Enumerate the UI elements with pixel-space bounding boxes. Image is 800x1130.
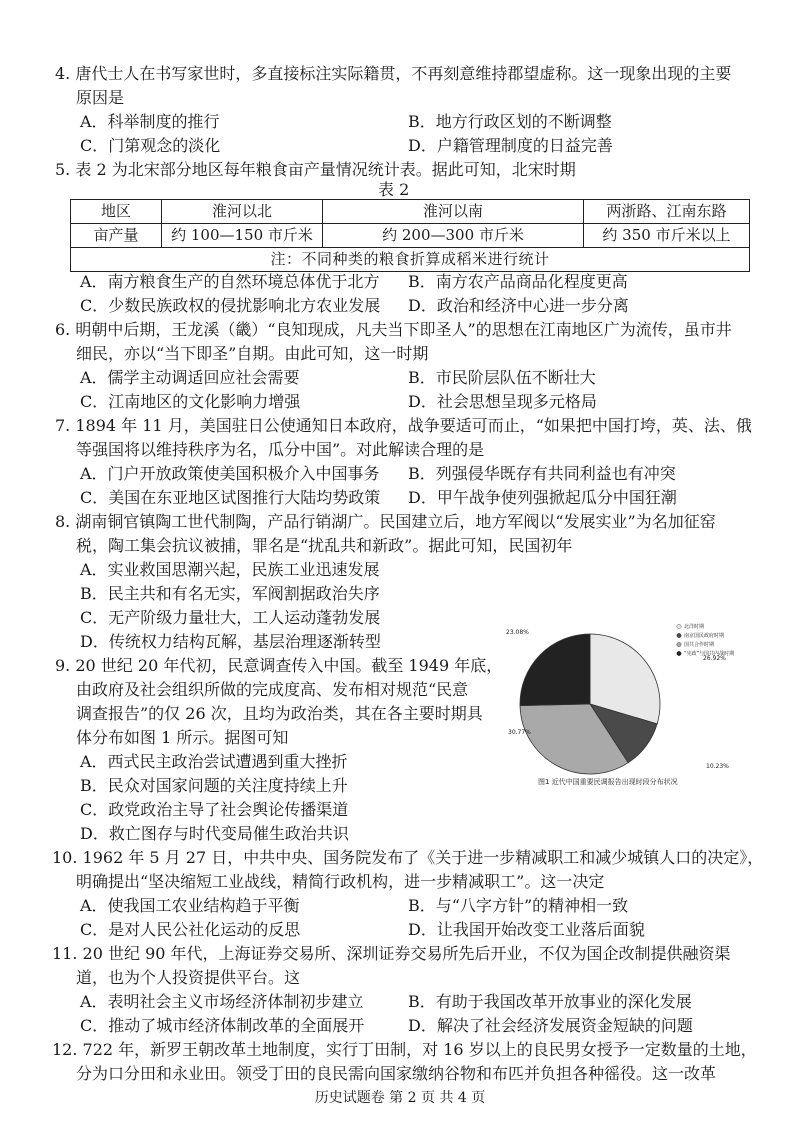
legend-marker (677, 651, 681, 655)
q6-option-d: D．社会思想呈现多元格局 (408, 392, 597, 411)
table-header-cell: 淮河以北 (162, 200, 323, 224)
q12-stem-line2: 分为口分田和永业田。领受丁田的良民需向国家缴纳谷物和布匹并负担各种徭役。这一改革 (76, 1064, 717, 1083)
q10-option-c: C．是对人民公社化运动的反思 (80, 920, 301, 939)
q7-option-b: B．列强侵华既存有共同利益也有冲突 (408, 464, 676, 483)
q6-option-c: C．江南地区的文化影响力增强 (80, 392, 301, 411)
q9-option-c: C．政党政治主导了社会舆论传播渠道 (80, 800, 349, 819)
table-note-row (71, 248, 750, 272)
q11-option-d: D．解决了社会经济发展资金短缺的问题 (408, 1016, 693, 1035)
q7-stem-line2: 等强国将以维持秩序为名，瓜分中国”。对此解读合理的是 (76, 440, 485, 459)
table-header-cell: 淮河以南 (323, 200, 584, 224)
q8-stem-line1: 8. 湖南铜官镇陶工世代制陶，产品行销湖广。民国建立后，地方军阀以“发展实业”为名加征窑 (55, 512, 716, 531)
q5-option-a: A．南方粮食生产的自然环境总体优于北方 (80, 272, 380, 291)
legend-label: 国共合作时期 (684, 642, 715, 648)
table-header-row (71, 200, 750, 224)
table-cell: 约 100—150 市斤米 (162, 224, 323, 248)
q10-option-d: D．让我国开始改变工业落后面貌 (408, 920, 645, 939)
q7-option-a: A．门户开放政策使美国积极介入中国事务 (80, 464, 380, 483)
pie-value-label: 26.92% (703, 655, 726, 662)
legend-label: 南京国民政府时期 (684, 633, 725, 639)
legend-marker (677, 633, 681, 637)
q4-option-c: C．门第观念的淡化 (80, 136, 221, 155)
q7-option-d: D．甲午战争使列强掀起瓜分中国狂潮 (408, 488, 677, 507)
grain-yield-table (70, 199, 750, 272)
figure-caption: 图1 近代中国重要民调报告出现时段分布状况 (538, 778, 678, 786)
table-cell: 约 200—300 市斤米 (323, 224, 584, 248)
q11-option-a: A．表明社会主义市场经济体制初步建立 (80, 992, 364, 1011)
q10-stem-line1: 10. 1962 年 5 月 27 日，中共中央、国务院发布了《关于进一步精减职工和减少城镇人口的决定》， (52, 848, 764, 867)
q11-option-b: B．有助于我国改革开放事业的深化发展 (408, 992, 692, 1011)
q9-stem-line4: 体分布如图 1 所示。据图可知 (76, 728, 289, 747)
q8-option-a: A．实业救国思潮兴起，民族工业迅速发展 (80, 560, 380, 579)
q8-stem-line2: 税，陶工集会抗议被捕，罪名是“扰乱共和新政”。据此可知，民国初年 (76, 536, 573, 555)
q5-option-d: D．政治和经济中心进一步分离 (408, 296, 629, 315)
q9-stem-line2: 由政府及社会组织所做的完成度高、发布相对规范“民意 (76, 680, 469, 699)
q11-stem-line1: 11. 20 世纪 90 年代，上海证券交易所、深圳证券交易所先后开业，不仅为国企改制提供融资渠 (52, 944, 731, 963)
table-cell: 约 350 市斤米以上 (584, 224, 750, 248)
q10-option-a: A．使我国工农业结构趋于平衡 (80, 896, 300, 915)
q5-stem: 5. 表 2 为北宋部分地区每年粮食亩产量情况统计表。据此可知，北宋时期 (55, 160, 576, 179)
pie-value-label: 30.77% (508, 729, 531, 736)
q9-stem-line3: 调查报告”的仅 26 次，且均为政治类，其在各主要时期具 (76, 704, 483, 723)
q8-option-d: D．传统权力结构瓦解，基层治理逐渐转型 (80, 632, 381, 651)
pie-value-label: 23.08% (506, 629, 529, 636)
q12-stem-line1: 12. 722 年，新罗王朝改革土地制度，实行丁田制，对 16 岁以上的良民男女授予一定数量的土地， (52, 1040, 757, 1059)
q4-option-a: A．科举制度的推行 (80, 112, 220, 131)
table-note: 注：不同种类的粮食折算成稻米进行统计 (71, 248, 750, 272)
table-row (71, 224, 750, 248)
q7-stem-line1: 7. 1894 年 11 月，美国驻日公使通知日本政府，战争要适可而止，“如果把中国打垮，英、法、俄 (55, 416, 752, 435)
legend-label: 北洋时期 (684, 624, 705, 630)
q8-option-b: B．民主共和有名无实，军阀割据政治失序 (80, 584, 380, 603)
q4-stem-line1: 4. 唐代士人在书写家世时，多直接标注实际籍贯，不再刻意维持郡望虚称。这一现象出现的主要 (55, 64, 732, 83)
legend-marker (677, 624, 681, 628)
q4-stem-line2: 原因是 (76, 88, 125, 107)
q9-option-a: A．西式民主政治尝试遭遇到重大挫折 (80, 752, 348, 771)
q6-stem-line1: 6. 明朝中后期，王龙溪（畿）“良知现成，凡夫当下即圣人”的思想在江南地区广为流传，虽市井 (55, 320, 732, 339)
q10-option-b: B．与“八字方针”的精神相一致 (408, 896, 629, 915)
q5-option-c: C．少数民族政权的侵扰影响北方农业发展 (80, 296, 381, 315)
table-header-cell: 两浙路、江南东路 (584, 200, 750, 224)
pie-slice (520, 634, 590, 706)
q10-stem-line2: 明确提出“坚决缩短工业战线，精简行政机构，进一步精减职工”。这一决定 (76, 872, 605, 891)
table-title: 表 2 (378, 180, 410, 199)
q4-option-d: D．户籍管理制度的日益完善 (408, 136, 613, 155)
legend-label: “宪政”与国共内战时期 (684, 651, 735, 657)
legend-marker (677, 642, 681, 646)
q8-option-c: C．无产阶级力量壮大，工人运动蓬勃发展 (80, 608, 381, 627)
q9-stem-line1: 9. 20 世纪 20 年代初，民意调查传入中国。截至 1949 年底， (55, 656, 503, 675)
poll-distribution-pie-chart (498, 622, 773, 782)
q6-option-b: B．市民阶层队伍不断壮大 (408, 368, 596, 387)
q6-stem-line2: 细民，亦以“当下即圣”自期。由此可知，这一时期 (76, 344, 429, 363)
q6-option-a: A．儒学主动调适回应社会需要 (80, 368, 300, 387)
q4-option-b: B．地方行政区划的不断调整 (408, 112, 612, 131)
q7-option-c: C．美国在东亚地区试图推行大陆均势政策 (80, 488, 381, 507)
q11-option-c: C．推动了城市经济体制改革的全面展开 (80, 1016, 365, 1035)
q11-stem-line2: 道，也为个人投资提供平台。这 (76, 968, 301, 987)
q9-option-d: D．救亡图存与时代变局催生政治共识 (80, 824, 349, 843)
q5-option-b: B．南方农产品商品化程度更高 (408, 272, 628, 291)
q9-option-b: B．民众对国家问题的关注度持续上升 (80, 776, 348, 795)
page-footer: 历史试题卷 第 2 页 共 4 页 (314, 1090, 486, 1106)
table-header-cell: 地区 (71, 200, 162, 224)
pie-value-label: 10.23% (706, 763, 729, 770)
table-cell: 亩产量 (71, 224, 162, 248)
